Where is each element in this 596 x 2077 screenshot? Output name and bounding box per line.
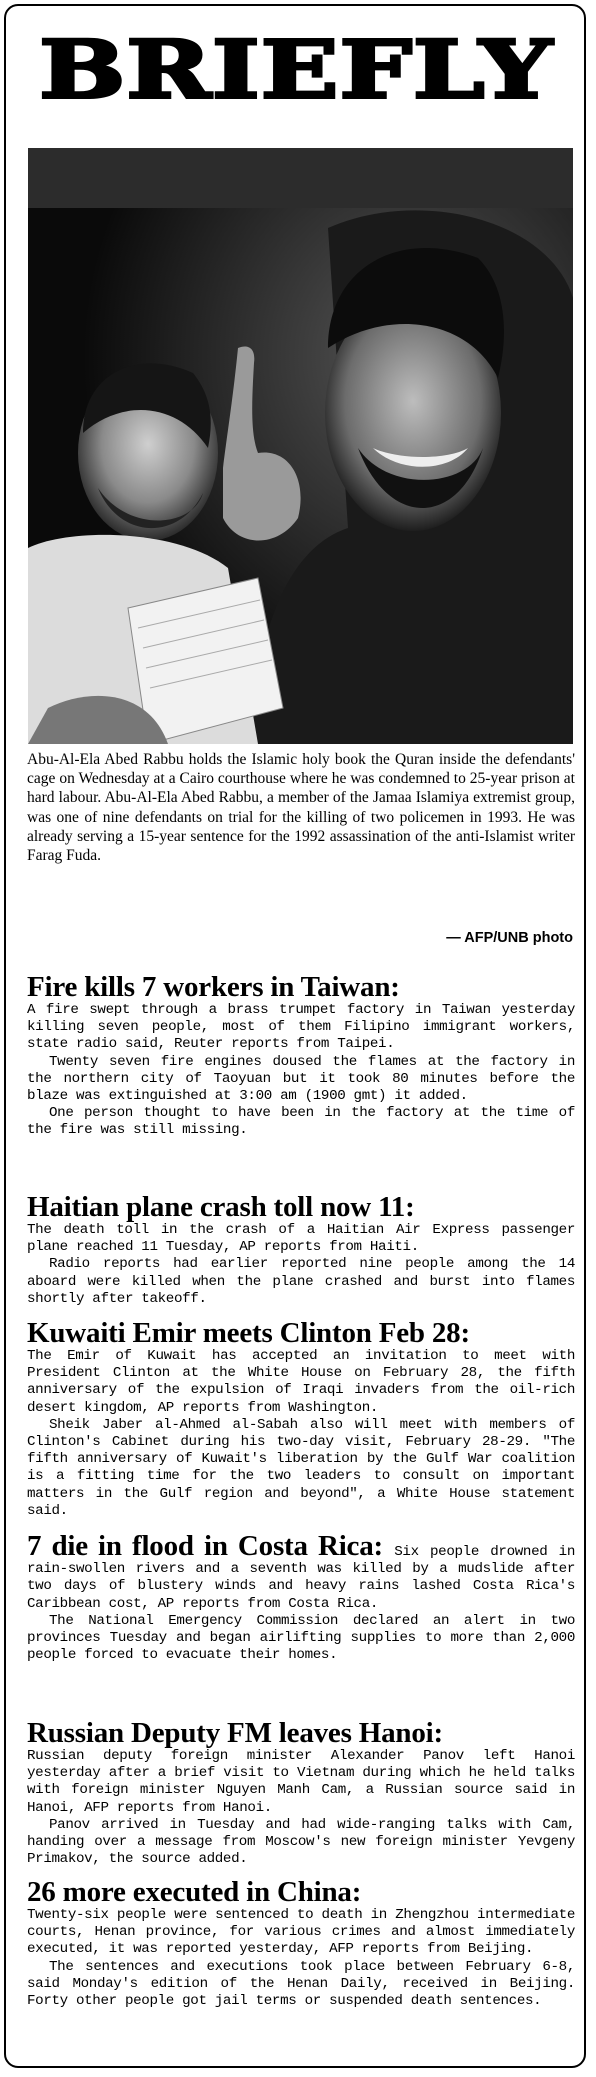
story-taiwan-fire <box>27 972 575 1140</box>
story-haitian-plane-crash <box>27 1192 575 1308</box>
story-headline: Haitian plane crash toll now 11: <box>27 1191 415 1223</box>
story-lead-text: Six people drowned in rain-swollen rivers and a seventh was killed by a mudslide after two days of blustery winds and heavy rains lashed Costa Rica's Caribbean cost, AP reports from Costa Rica. <box>27 1544 575 1612</box>
story-headline: Fire kills 7 workers in Taiwan: <box>27 971 400 1003</box>
story-lead-block <box>27 1531 575 1613</box>
masthead-title: BRIEFLY <box>39 23 553 117</box>
story-paragraph: Twenty seven fire engines doused the flames at the factory in the northern city of Taoyuan but it took 80 minutes before the blaze was extinguished at 3:00 am (1900 gmt) it added. <box>27 1053 575 1105</box>
photo-caption: Abu-Al-Ela Abed Rabbu holds the Islamic holy book the Quran inside the defendants' cage on Wednesday at a Cairo courthouse where he was condemned to 25-year prison at hard labour. Abu-Al-Ela Abed Rabbu, a member of the Jamaa Islamiya extremist group, was one of nine defendants on trial for the killing of two policemen in 1993. He was already serving a 15-year sentence for the 1992 assassination of the anti-Islamist writer Farag Fuda. <box>27 751 575 865</box>
story-paragraph: The National Emergency Commission declared an alert in two provinces Tuesday and began airlifting supplies to more than 2,000 people forced to evacuate their homes. <box>27 1612 575 1664</box>
photo-image <box>28 148 573 744</box>
story-china-executions <box>27 1877 575 2010</box>
story-paragraph: The death toll in the crash of a Haitian Air Express passenger plane reached 11 Tuesday, AP reports from Haiti. <box>27 1222 575 1256</box>
story-headline: 7 die in flood in Costa Rica: <box>27 1530 383 1562</box>
story-paragraph: A fire swept through a brass trumpet factory in Taiwan yesterday killing seven people, most of them Filipino immigrant workers, state radio said, Reuter reports from Taipei. <box>27 1002 575 1053</box>
masthead <box>24 14 568 126</box>
story-kuwaiti-emir <box>27 1318 575 1520</box>
story-costa-rica-flood <box>27 1531 575 1664</box>
story-paragraph: One person thought to have been in the factory at the time of the fire was still missing. <box>27 1105 575 1139</box>
story-paragraph: The sentences and executions took place between February 6-8, said Monday's edition of the Henan Daily, received in Beijing. Forty other people got jail terms or suspended death sentences. <box>27 1958 575 2010</box>
story-paragraph: Panov arrived in Tuesday and had wide-ranging talks with Cam, handing over a message from Moscow's new foreign minister Yevgeny Primakov, the source added. <box>27 1816 575 1868</box>
story-paragraph: Russian deputy foreign minister Alexander Panov left Hanoi yesterday after a brief visit to Vietnam during which he held talks with foreign minister Nguyen Manh Cam, a Russian source said in Hanoi, AFP reports from Hanoi. <box>27 1748 575 1816</box>
story-headline: Russian Deputy FM leaves Hanoi: <box>27 1717 443 1749</box>
story-paragraph: Radio reports had earlier reported nine people among the 14 aboard were killed when the plane crashed and burst into flames shortly after takeoff. <box>27 1256 575 1307</box>
story-paragraph: The Emir of Kuwait has accepted an invitation to meet with President Clinton at the White House on February 28, the fifth anniversary of the expulsion of Iraqi invaders from the oil-rich desert kingdom, AP reports from Washington. <box>27 1348 575 1416</box>
story-headline: 26 more executed in China: <box>27 1876 362 1908</box>
story-paragraph: Sheik Jaber al-Ahmed al-Sabah also will meet with members of Clinton's Cabinet during his two-day visit, February 28-29. "The fifth anniversary of Kuwait's liberation by the Gulf War coalition is a fitting time for the two leaders to consult on important matters in the Gulf region and beyond", a White House statement said. <box>27 1416 575 1519</box>
story-paragraph: Twenty-six people were sentenced to death in Zhengzhou intermediate courts, Henan province, for various crimes and almost immediately executed, it was reported yesterday, AFP reports from Beijing. <box>27 1907 575 1958</box>
story-headline: Kuwaiti Emir meets Clinton Feb 28: <box>27 1317 470 1349</box>
news-photo <box>28 148 573 744</box>
story-russian-deputy-fm <box>27 1718 575 1868</box>
photo-credit: — AFP/UNB photo <box>446 930 573 946</box>
